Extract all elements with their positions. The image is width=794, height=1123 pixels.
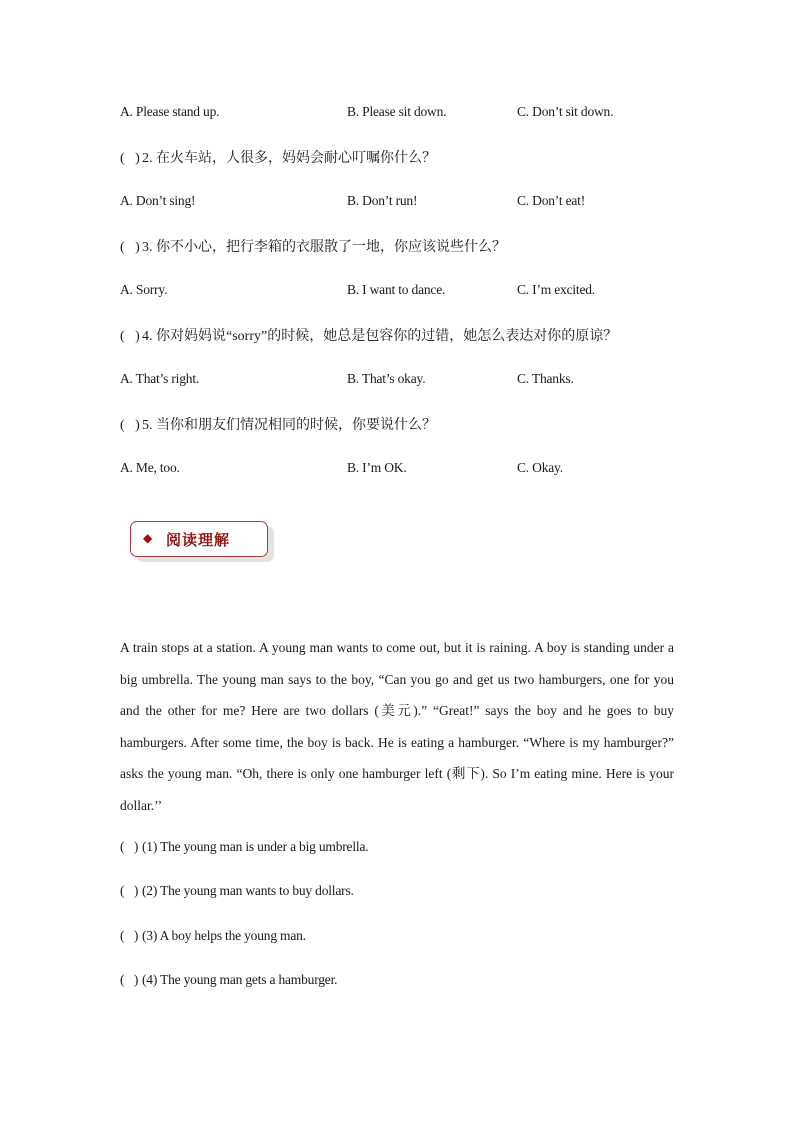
diamond-icon: ◆: [143, 531, 153, 545]
q5-option-b: B. I’m OK.: [347, 460, 407, 475]
question-text: 4. 你对妈妈说“sorry”的时候，她总是包容你的过错，她怎么表达对你的原谅？: [142, 329, 618, 344]
answer-blank[interactable]: ( ): [120, 839, 139, 854]
q4-option-b: B. That’s okay.: [347, 371, 426, 386]
question-text: (1) The young man is under a big umbrella.: [142, 839, 369, 854]
q3-option-a: A. Sorry.: [120, 282, 168, 297]
question-text: (3) A boy helps the young man.: [142, 928, 306, 943]
question-text: (2) The young man wants to buy dollars.: [142, 883, 354, 898]
section-header-reading: [130, 521, 268, 557]
q3-option-c: C. I’m excited.: [517, 282, 595, 297]
answer-blank[interactable]: ( ): [120, 883, 139, 898]
answer-blank[interactable]: ( ): [120, 240, 140, 255]
question-text: 2. 在火车站，人很多，妈妈会耐心叮嘱你什么？: [142, 151, 436, 166]
q2-option-a: A. Don’t sing!: [120, 193, 196, 208]
answer-blank[interactable]: ( ): [120, 928, 139, 943]
reading-question-1: [120, 839, 368, 855]
reading-question-4: [120, 972, 337, 988]
section-title: 阅读理解: [166, 531, 231, 549]
question-4: [120, 325, 617, 345]
answer-blank[interactable]: ( ): [120, 151, 140, 166]
q4-option-a: A. That’s right.: [120, 371, 200, 386]
question-3: [120, 236, 506, 256]
q3-option-b: B. I want to dance.: [347, 282, 446, 297]
answer-blank[interactable]: ( ): [120, 329, 140, 344]
q1-option-a: A. Please stand up.: [120, 104, 220, 119]
question-5: [120, 414, 436, 434]
reading-question-3: [120, 928, 306, 944]
question-text: (4) The young man gets a hamburger.: [142, 972, 338, 987]
reading-question-2: [120, 883, 354, 899]
q1-option-b: B. Please sit down.: [347, 104, 447, 119]
answer-blank[interactable]: ( ): [120, 972, 139, 987]
q1-option-c: C. Don’t sit down.: [517, 104, 614, 119]
q5-option-a: A. Me, too.: [120, 460, 180, 475]
question-2: [120, 147, 436, 167]
q5-option-c: C. Okay.: [517, 460, 563, 475]
question-text: 3. 你不小心，把行李箱的衣服散了一地，你应该说些什么？: [142, 240, 506, 255]
answer-blank[interactable]: ( ): [120, 418, 140, 433]
q2-option-b: B. Don’t run!: [347, 193, 418, 208]
q2-option-c: C. Don’t eat!: [517, 193, 586, 208]
question-text: 5. 当你和朋友们情况相同的时候，你要说什么？: [142, 418, 436, 433]
reading-passage: A train stops at a station. A young man wants to come out, but it is raining. A boy is standing under a big umbrella. The young man says to the boy, “Can you go and get us two hamburgers, one for you and the other for me? Here are two dollars (美元).” “Great!” says the boy and he goes to buy hamburgers. After some time, the boy is back. He is eating a hamburger. “Where is my hamburger?” asks the young man. “Oh, there is only one hamburger left (剩下). So I’m eating mine. Here is your dollar.’’: [120, 640, 674, 813]
q4-option-c: C. Thanks.: [517, 371, 574, 386]
